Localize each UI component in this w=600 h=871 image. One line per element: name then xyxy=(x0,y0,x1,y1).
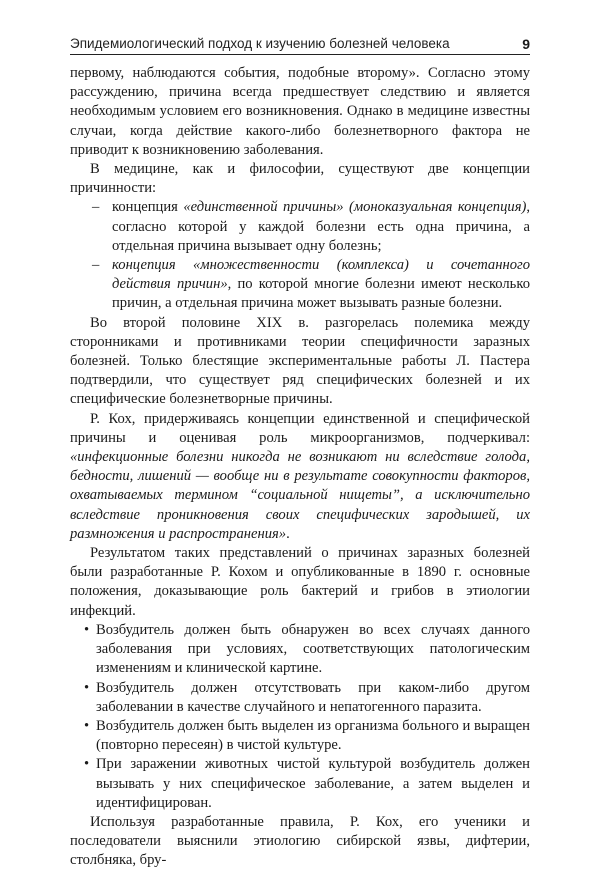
concepts-list xyxy=(70,198,530,313)
koch-quote-end: . xyxy=(286,525,290,542)
bullet-marker: • xyxy=(84,621,90,638)
postulate-text: Возбудитель должен отсутствовать при каком-либо другом заболевании в качестве случайного и непатогенного паразита. xyxy=(96,679,530,715)
postulate-text: Возбудитель должен быть выделен из организма больного и выращен (повторно пересеян) в чистой культуре. xyxy=(96,717,530,754)
concept-text: концепция xyxy=(112,199,184,216)
concept-text: , согласно которой у каждой болезни есть одна причина, а отдельная причина вызывает одну болезнь; xyxy=(112,199,530,254)
bullet-marker: • xyxy=(84,717,90,734)
bullet-marker: • xyxy=(84,679,90,696)
postulate-item xyxy=(70,679,530,717)
postulate-item xyxy=(70,755,530,813)
paragraph-koch-quote xyxy=(70,410,530,544)
paragraph-specificity-debate: Во второй половине XIX в. разгорелась полемика между сторонниками и противниками теории специфичности заразных болезней. Только блестящие экспериментальные работы Л. Пастера подтвердили, что существует ряд специфических болезней и их специфические болезнетворные причины. xyxy=(70,314,530,408)
running-title: Эпидемиологический подход к изучению болезней человека xyxy=(70,36,450,51)
postulate-item xyxy=(70,621,530,679)
dash-marker: – xyxy=(92,199,100,216)
dash-marker: – xyxy=(92,257,100,274)
postulate-text: Возбудитель должен быть обнаружен во всех случаях данного заболевания при условиях, соответствующих патологическим изменениям и клинической картине. xyxy=(96,621,530,677)
concept-term: «единственной причины» (моноказуальная концепция) xyxy=(183,199,527,216)
paragraph-causality-concepts: В медицине, как и философии, существуют две концепции причинности: xyxy=(70,161,530,197)
concept-item-single-cause xyxy=(70,198,530,256)
koch-quote: «инфекционные болезни никогда не возникают ни вследствие голода, бедности, лишений — вообще ни в результате совокупности факторов, охватываемых термином “социальной нищеты”, а исключительно вследствие проникновения своих специфических зародышей, их размножения и распространения» xyxy=(70,449,530,542)
bullet-marker: • xyxy=(84,756,90,773)
postulates-list xyxy=(70,621,530,813)
concept-item-multiple-causes xyxy=(70,256,530,314)
concept-term: концепция «множественности (комплекса) и сочетанного действия причин» xyxy=(112,257,530,293)
paragraph-koch-followers: Используя разработанные правила, Р. Кох, его ученики и последователи выяснили этиологию сибирской язвы, дифтерии, столбняка, бру- xyxy=(70,813,530,869)
page-number: 9 xyxy=(522,36,530,52)
concept-text: , по которой многие болезни имеют несколько причин, а отдельная причина может вызывать разные болезни. xyxy=(112,276,530,312)
paragraph-koch-postulates-intro: Результатом таких представлений о причинах заразных болезней были разработанные Р. Кохом и опубликованные в 1890 г. основные положения, доказывающие роль бактерий и грибов в этиологии инфекций. xyxy=(70,545,530,619)
running-header xyxy=(70,34,530,55)
koch-intro: Р. Кох, придерживаясь концепции единственной и специфической причины и оценивая роль микроорганизмов, подчеркивал: xyxy=(70,410,530,446)
postulate-text: При заражении животных чистой культурой возбудитель должен вызывать у них специфическое заболевание, а затем выделен и идентифицирован. xyxy=(96,756,530,811)
paragraph-continuation: первому, наблюдаются события, подобные второму». Согласно этому рассуждению, причина всегда предшествует следствию и является необходимым условием его возникновения. Однако в медицине известны случаи, когда действие какого-либо болезнетворного фактора не приводит к возникновению заболевания. xyxy=(70,65,530,158)
